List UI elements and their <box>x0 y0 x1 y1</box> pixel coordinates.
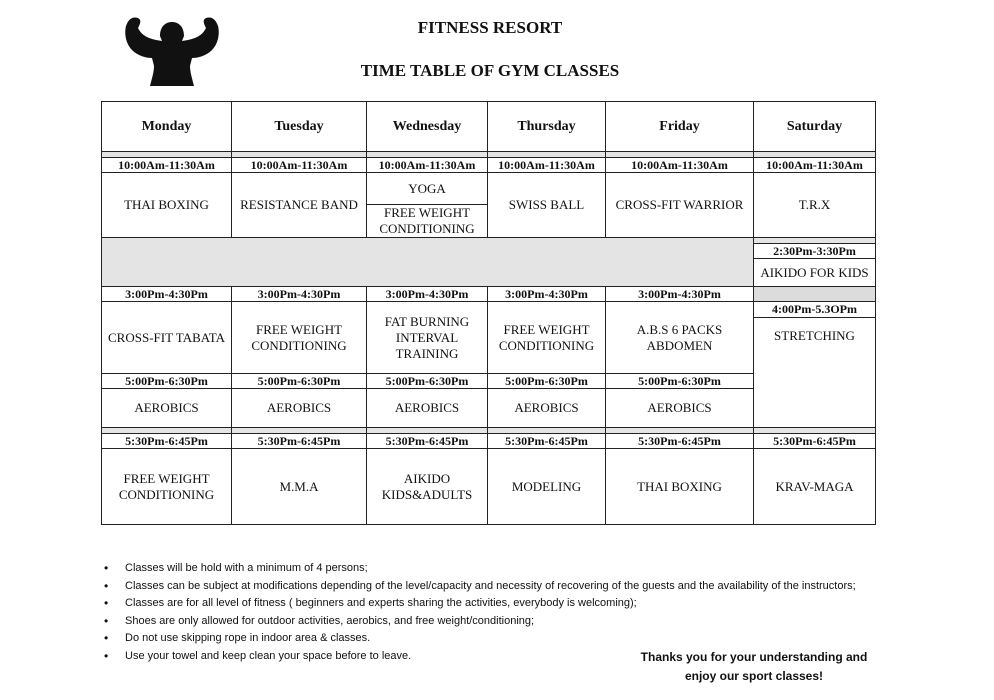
class-yoga: YOGA <box>408 180 446 196</box>
day-thursday: Thursday <box>488 102 606 152</box>
time-cell: 10:00Am-11:30Am <box>488 158 606 173</box>
gap-cell <box>754 287 876 302</box>
note-item: • Use your towel and keep clean your space before to leave. <box>104 648 864 666</box>
class-cell: AEROBICS <box>102 389 232 428</box>
time-cell: 10:00Am-11:30Am <box>754 158 876 173</box>
time-cell: 5:30Pm-6:45Pm <box>102 434 232 449</box>
class-cell: AIKIDO FOR KIDS <box>754 259 876 287</box>
note-item: • Shoes are only allowed for outdoor activities, aerobics, and free weight/conditioning; <box>104 613 864 631</box>
class-row-slot1 <box>102 173 876 238</box>
saturday-stretching-cell <box>754 302 876 428</box>
time-cell: 5:00Pm-6:30Pm <box>606 374 754 389</box>
class-cell: T.R.X <box>754 173 876 238</box>
class-stretching: STRETCHING <box>774 328 855 343</box>
time-cell: 3:00Pm-4:30Pm <box>102 287 232 302</box>
time-cell: 5:30Pm-6:45Pm <box>606 434 754 449</box>
note-item: • Classes are for all level of fitness ( beginners and experts sharing the activities, everybody is welcoming); <box>104 595 864 613</box>
class-cell: AEROBICS <box>488 389 606 428</box>
thanks-line-2: enjoy our sport classes! <box>684 669 824 683</box>
class-cell: KRAV-MAGA <box>754 449 876 525</box>
class-cell: RESISTANCE BAND <box>232 173 367 238</box>
class-row-slot2 <box>102 302 876 374</box>
page-subtitle-text: TIME TABLE OF GYM CLASSES <box>360 61 620 80</box>
day-saturday: Saturday <box>754 102 876 152</box>
day-friday: Friday <box>606 102 754 152</box>
time-cell: 5:30Pm-6:45Pm <box>232 434 367 449</box>
time-cell: 5:30Pm-6:45Pm <box>488 434 606 449</box>
time-cell: 2:30Pm-3:30Pm <box>754 244 876 259</box>
page-title <box>0 18 994 38</box>
time-row-slot2 <box>102 287 876 302</box>
class-cell: A.B.S 6 PACKS ABDOMEN <box>606 302 754 374</box>
empty-block <box>102 238 754 287</box>
time-cell: 5:00Pm-6:30Pm <box>367 374 488 389</box>
time-row-slot4 <box>102 434 876 449</box>
note-item: • Classes will be hold with a minimum of 4 persons; <box>104 560 864 578</box>
thanks-message <box>620 648 888 686</box>
note-item: • Do not use skipping rope in indoor area & classes. <box>104 630 864 648</box>
class-cell: AEROBICS <box>232 389 367 428</box>
note-item: • Classes can be subject at modifications depending of the level/capacity and necessity of recovering of the guests and the availability of the instructors; <box>104 578 864 596</box>
time-cell: 5:00Pm-6:30Pm <box>488 374 606 389</box>
page-title-text: FITNESS RESORT <box>417 18 563 37</box>
class-row-slot4 <box>102 449 876 525</box>
time-cell: 10:00Am-11:30Am <box>102 158 232 173</box>
class-cell: AIKIDO KIDS&ADULTS <box>367 449 488 525</box>
class-cell: THAI BOXING <box>102 173 232 238</box>
time-cell: 3:00Pm-4:30Pm <box>232 287 367 302</box>
page-subtitle <box>0 61 994 81</box>
class-cell: AEROBICS <box>367 389 488 428</box>
day-wednesday: Wednesday <box>367 102 488 152</box>
class-free-weight: FREE WEIGHT CONDITIONING <box>367 204 487 237</box>
time-cell: 3:00Pm-4:30Pm <box>367 287 488 302</box>
class-cell: THAI BOXING <box>606 449 754 525</box>
class-cell: FAT BURNING INTERVAL TRAINING <box>367 302 488 374</box>
class-cell: CROSS-FIT WARRIOR <box>606 173 754 238</box>
class-cell: FREE WEIGHT CONDITIONING <box>232 302 367 374</box>
time-cell: 5:30Pm-6:45Pm <box>367 434 488 449</box>
class-cell: FREE WEIGHT CONDITIONING <box>102 449 232 525</box>
class-cell-wednesday <box>367 173 488 238</box>
class-cell: AEROBICS <box>606 389 754 428</box>
day-tuesday: Tuesday <box>232 102 367 152</box>
thanks-line-1: Thanks you for your understanding and <box>640 650 868 664</box>
time-cell: 5:30Pm-6:45Pm <box>754 434 876 449</box>
time-cell: 10:00Am-11:30Am <box>232 158 367 173</box>
time-cell: 10:00Am-11:30Am <box>606 158 754 173</box>
day-header-row <box>102 102 876 152</box>
class-cell: M.M.A <box>232 449 367 525</box>
time-row-slot1 <box>102 158 876 173</box>
time-cell: 5:00Pm-6:30Pm <box>102 374 232 389</box>
class-cell: CROSS-FIT TABATA <box>102 302 232 374</box>
day-monday: Monday <box>102 102 232 152</box>
time-cell: 3:00Pm-4:30Pm <box>488 287 606 302</box>
time-cell: 5:00Pm-6:30Pm <box>232 374 367 389</box>
class-cell: FREE WEIGHT CONDITIONING <box>488 302 606 374</box>
time-cell: 10:00Am-11:30Am <box>367 158 488 173</box>
time-cell: 4:00Pm-5.3OPm <box>754 302 875 318</box>
class-cell: MODELING <box>488 449 606 525</box>
class-cell: SWISS BALL <box>488 173 606 238</box>
time-cell: 3:00Pm-4:30Pm <box>606 287 754 302</box>
timetable <box>101 101 876 525</box>
